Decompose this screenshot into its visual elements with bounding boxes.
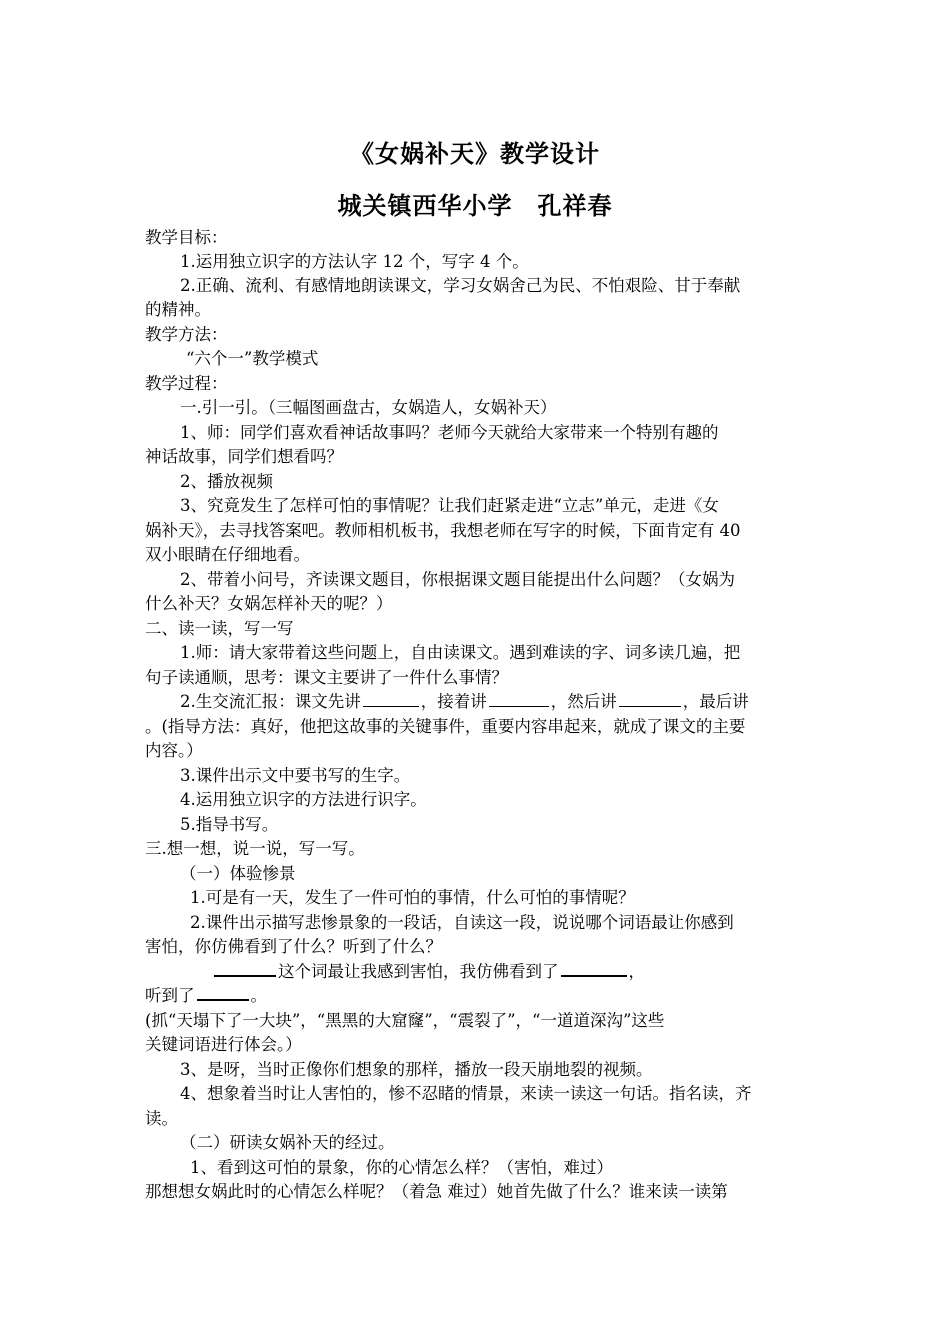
paragraph-line: 5.指导书写。 xyxy=(180,815,279,834)
paragraph-line: 神话故事，同学们想看吗？ xyxy=(145,447,343,466)
fill-in-line xyxy=(212,960,645,984)
fill-in-line xyxy=(180,690,749,714)
fill-text: ，最后讲 xyxy=(682,692,749,711)
paragraph-line: 句子读通顺，思考：课文主要讲了一件什么事情？ xyxy=(145,668,508,687)
paragraph-line: 3.课件出示文中要书写的生字。 xyxy=(180,766,411,785)
paragraph-line: 1.师：请大家带着这些问题上，自由读课文。遇到难读的字、词多读几遍，把 xyxy=(180,643,741,662)
paragraph-line: 的精神。 xyxy=(145,300,211,319)
paragraph-line: 1、看到这可怕的景象，你的心情怎么样？（害怕，难过） xyxy=(190,1158,613,1177)
paragraph-line: 3、究竟发生了怎样可怕的事情呢？让我们赶紧走进“立志”单元，走进《女 xyxy=(180,496,719,515)
paragraph-line: 2.正确、流利、有感情地朗读课文，学习女娲舍己为民、不怕艰险、甘于奉献 xyxy=(180,276,741,295)
fill-text: 这个词最让我感到害怕，我仿佛看到了 xyxy=(278,962,559,981)
paragraph-line: 那想想女娲此时的心情怎么样呢？（着急 难过）她首先做了什么？谁来读一读第 xyxy=(145,1182,728,1201)
paragraph-line: 2、带着小问号，齐读课文题目，你根据课文题目能提出什么问题？（女娲为 xyxy=(180,570,735,589)
paragraph-line: 读。 xyxy=(145,1109,178,1128)
blank-line xyxy=(619,705,681,707)
fill-text: ， xyxy=(628,962,645,981)
fill-text: ，接着讲 xyxy=(420,692,487,711)
blank-line xyxy=(561,974,627,977)
section-heading: 二、读一读，写一写 xyxy=(145,619,294,638)
paragraph-line: 娲补天》，去寻找答案吧。教师相机板书，我想老师在写字的时候，下面肯定有 40 xyxy=(145,521,741,540)
paragraph-line: 1、师：同学们喜欢看神话故事吗？老师今天就给大家带来一个特别有趣的 xyxy=(180,423,719,442)
fill-in-line xyxy=(145,984,267,1008)
paragraph-line: 内容。） xyxy=(145,741,203,760)
paragraph-line: 4.运用独立识字的方法进行识字。 xyxy=(180,790,427,809)
fill-text: 2.生交流汇报：课文先讲 xyxy=(180,692,361,711)
paragraph-line: 。(指导方法：真好，他把这故事的关键事件，重要内容串起来，就成了课文的主要 xyxy=(145,717,746,736)
heading-methods: 教学方法： xyxy=(145,325,228,344)
paragraph-line: 什么补天？女娲怎样补天的呢？） xyxy=(145,594,393,613)
fill-text: 。 xyxy=(250,986,267,1005)
paragraph-line: 害怕，你仿佛看到了什么？听到了什么？ xyxy=(145,937,442,956)
fill-text: ，然后讲 xyxy=(550,692,617,711)
paragraph-line: 关键词语进行体会。） xyxy=(145,1035,302,1054)
document-title: 《女娲补天》教学设计 xyxy=(350,140,600,168)
document-subtitle: 城关镇西华小学 孔祥春 xyxy=(337,192,613,220)
blank-line xyxy=(363,705,419,707)
paragraph-line: 1.运用独立识字的方法认字 12 个，写字 4 个。 xyxy=(180,252,529,271)
heading-goals: 教学目标： xyxy=(145,228,228,247)
blank-line xyxy=(197,998,249,1001)
blank-line xyxy=(214,974,276,977)
blank-line xyxy=(489,705,549,707)
paragraph-line: 4、想象着当时让人害怕的，惨不忍睹的情景，来读一读这一句话。指名读，齐 xyxy=(180,1084,752,1103)
fill-text: 听到了 xyxy=(145,986,195,1005)
paragraph-line: 双小眼睛在仔细地看。 xyxy=(145,545,310,564)
paragraph-line: 2.课件出示描写悲惨景象的一段话，自读这一段，说说哪个词语最让你感到 xyxy=(190,913,734,932)
paragraph-line: “六个一”教学模式 xyxy=(186,349,319,368)
paragraph-line: 2、播放视频 xyxy=(180,472,273,491)
heading-process: 教学过程： xyxy=(145,374,228,393)
section-heading: 三.想一想，说一说，写一写。 xyxy=(145,839,365,858)
paragraph-line: (抓“天塌下了一大块”，“黑黑的大窟窿”，“震裂了”，“一道道深沟”这些 xyxy=(145,1011,665,1030)
subsection-heading: （二）研读女娲补天的经过。 xyxy=(180,1133,395,1152)
paragraph-line: 3、是呀，当时正像你们想象的那样，播放一段天崩地裂的视频。 xyxy=(180,1060,653,1079)
paragraph-line: 一.引一引。（三幅图画盘古，女娲造人，女娲补天） xyxy=(180,398,557,417)
subsection-heading: （一）体验惨景 xyxy=(180,864,296,883)
paragraph-line: 1.可是有一天，发生了一件可怕的事情，什么可怕的事情呢？ xyxy=(190,888,635,907)
